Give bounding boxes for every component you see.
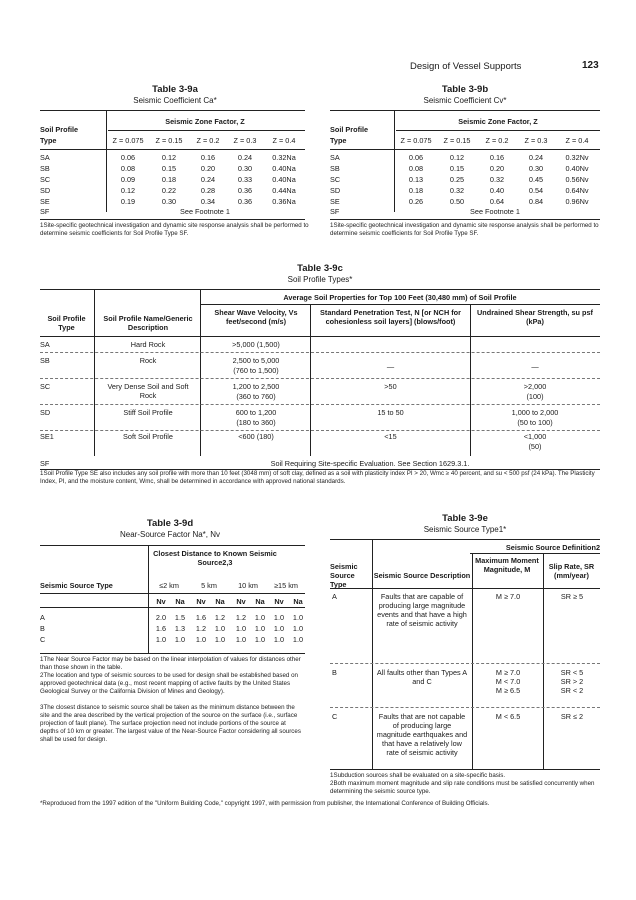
t9b-title: Table 3-9b bbox=[441, 84, 489, 95]
t9e-row-desc: All faults other than Types A and C bbox=[376, 668, 468, 686]
t9d-subheader: Na bbox=[175, 597, 185, 606]
t9c-row-type: SC bbox=[40, 382, 51, 391]
t9d-row-value: 1.0 bbox=[235, 635, 247, 644]
t9a-zone-header: Seismic Zone Factor, Z bbox=[165, 117, 245, 126]
t9a-row-value: 0.16 bbox=[200, 153, 216, 162]
t9d-row-value: 1.0 bbox=[254, 624, 266, 633]
t9c-footnote: 1Soil Profile Type SE also includes any soil profile with more than 10 feet (3048 mm) of soft clay, defined as a soil with plasticity index PI > 20, Wmc ≥ 40 percent, and su < 500 psf (24 kPa). The Plasticity Index, PI, and the moisture content, Wmc, shall be determined in accordance with approved national standards. bbox=[40, 470, 595, 485]
t9d-row-value: 1.0 bbox=[235, 624, 247, 633]
t9c-title: Table 3-9c bbox=[297, 263, 343, 274]
reproduction-note: *Reproduced from the 1997 edition of the "Uniform Building Code," copyright 1997, with permission from publisher, the International Conference of Building Officials. bbox=[40, 800, 490, 807]
t9c-row-vs: >5,000 (1,500) bbox=[232, 340, 280, 349]
t9d-row-value: 2.0 bbox=[155, 613, 167, 622]
t9d-row-value: 1.0 bbox=[273, 635, 285, 644]
t9d-row-value: 1.0 bbox=[292, 613, 304, 622]
t9c-row-name: Rock bbox=[139, 356, 157, 365]
t9a-title: Table 3-9a bbox=[152, 84, 198, 95]
t9b-row-type: SA bbox=[330, 153, 340, 162]
t9a-row-value: 0.15 bbox=[161, 164, 177, 173]
t9c-sf-text: Soil Requiring Site-specific Evaluation. See Section 1629.3.1. bbox=[270, 459, 470, 468]
t9c-col1: Soil Profile Type bbox=[47, 314, 86, 332]
t9b-row-value: 0.18 bbox=[408, 186, 424, 195]
t9e-subtitle: Seismic Source Type1* bbox=[423, 525, 507, 534]
t9b-row-value: 0.30 bbox=[528, 164, 544, 173]
t9d-row-value: 1.0 bbox=[292, 624, 304, 633]
t9b-col-type: Type bbox=[330, 136, 347, 145]
t9b-row-value: 0.32Nv bbox=[565, 153, 589, 162]
t9d-row-value: 1.6 bbox=[155, 624, 167, 633]
t9c-row-su2: (50 to 100) bbox=[517, 418, 553, 427]
t9d-footnote-3: 3The closest distance to seismic source shall be taken as the minimum distance between the site and the area described by the vertical projection of the source on the surface (i.e., surface projection of fault plane). The surface projection need not include portions of the source at depths of 10 km or greater. The largest value of the Near-Source Factor considering all sources shall be used for design. bbox=[40, 704, 301, 743]
t9c-row-vs2: (360 to 760) bbox=[236, 392, 276, 401]
t9c-col2: Soil Profile Name/Generic Description bbox=[103, 314, 193, 332]
t9a-row-value: 0.44Na bbox=[272, 186, 296, 195]
page-number: 123 bbox=[582, 60, 599, 71]
t9e-col-type: Seismic Source Type bbox=[330, 562, 358, 589]
t9d-row-value: 1.0 bbox=[254, 635, 266, 644]
t9e-col-sr: Slip Rate, SR (mm/year) bbox=[548, 562, 595, 580]
t9c-row-name: Stiff Soil Profile bbox=[123, 408, 173, 417]
t9a-zone-5: Z = 0.4 bbox=[272, 136, 296, 145]
t9d-subheader: Nv bbox=[236, 597, 246, 606]
t9b-row-value: 0.06 bbox=[408, 153, 424, 162]
t9b-zone-1: Z = 0.075 bbox=[400, 136, 432, 145]
t9b-row-value: 0.20 bbox=[489, 164, 505, 173]
t9b-row-value: 0.96Nv bbox=[565, 197, 589, 206]
t9b-zone-header: Seismic Zone Factor, Z bbox=[458, 117, 538, 126]
t9b-row-value: 0.45 bbox=[528, 175, 544, 184]
t9b-row-value: 0.13 bbox=[408, 175, 424, 184]
t9c-row-name: Soft Soil Profile bbox=[123, 432, 173, 441]
t9a-zone-4: Z = 0.3 bbox=[233, 136, 257, 145]
t9b-row-value: 0.32 bbox=[449, 186, 465, 195]
t9a-row-value: 0.36Na bbox=[272, 197, 296, 206]
t9d-row-value: 1.0 bbox=[273, 624, 285, 633]
t9a-col-type: Type bbox=[40, 136, 57, 145]
t9d-closest-header: Closest Distance to Known Seismic Source2,3 bbox=[153, 549, 277, 567]
t9e-col-desc: Seismic Source Description bbox=[373, 571, 471, 580]
t9b-zone-4: Z = 0.3 bbox=[524, 136, 548, 145]
t9c-row-su: >2,000 bbox=[523, 382, 547, 391]
t9c-row-type: SD bbox=[40, 408, 51, 417]
t9b-row-value: 0.50 bbox=[449, 197, 465, 206]
t9e-row-divider bbox=[330, 707, 600, 708]
t9c-row-su: <1,000 bbox=[523, 432, 547, 441]
t9e-row-divider bbox=[330, 663, 600, 664]
t9c-col3: Shear Wave Velocity, Vs feet/second (m/s) bbox=[214, 308, 298, 326]
t9a-row-value: 0.22 bbox=[161, 186, 177, 195]
t9a-row-value: 0.09 bbox=[120, 175, 136, 184]
t9a-row-value: 0.06 bbox=[120, 153, 136, 162]
t9b-zone-2: Z = 0.15 bbox=[443, 136, 471, 145]
t9d-row-type: C bbox=[40, 635, 46, 644]
t9b-row-value: 0.56Nv bbox=[565, 175, 589, 184]
t9a-row-value: 0.30 bbox=[161, 197, 177, 206]
t9b-row-value: 0.54 bbox=[528, 186, 544, 195]
t9a-col-profile: Soil Profile bbox=[40, 125, 79, 134]
t9d-subheader: Nv bbox=[156, 597, 166, 606]
t9d-subheader: Nv bbox=[196, 597, 206, 606]
t9c-row-su2: (100) bbox=[526, 392, 544, 401]
t9a-row-type: SD bbox=[40, 186, 51, 195]
t9c-row-vs: 1,200 to 2,500 bbox=[232, 382, 280, 391]
t9c-row-vs: <600 (180) bbox=[238, 432, 274, 441]
t9b-subtitle: Seismic Coefficient Cv* bbox=[423, 96, 507, 105]
t9c-row-n: 15 to 50 bbox=[377, 408, 404, 417]
t9d-row-value: 1.0 bbox=[155, 635, 167, 644]
t9e-footnote-1: 1Subduction sources shall be evaluated on a site-specific basis. bbox=[330, 772, 506, 779]
t9b-row-value: 0.40Nv bbox=[565, 164, 589, 173]
t9b-row-value: 0.40 bbox=[489, 186, 505, 195]
t9d-row-value: 1.0 bbox=[273, 613, 285, 622]
t9a-row-value: 0.12 bbox=[161, 153, 177, 162]
t9c-row-divider bbox=[40, 378, 600, 379]
t9a-row-value: 0.20 bbox=[200, 164, 216, 173]
t9a-row-type: SC bbox=[40, 175, 51, 184]
t9a-row-value: 0.24 bbox=[237, 153, 253, 162]
t9b-col-profile: Soil Profile bbox=[330, 125, 369, 134]
t9d-row-type: B bbox=[40, 624, 45, 633]
t9c-row-type: SE1 bbox=[40, 432, 54, 441]
t9d-row-value: 1.0 bbox=[292, 635, 304, 644]
t9c-row-divider bbox=[40, 352, 600, 353]
t9b-row-type: SE bbox=[330, 197, 340, 206]
t9d-col-type: Seismic Source Type bbox=[40, 581, 113, 590]
t9b-row-value: 0.64Nv bbox=[565, 186, 589, 195]
t9a-row-value: 0.19 bbox=[120, 197, 136, 206]
t9d-subheader: Nv bbox=[274, 597, 284, 606]
t9a-row-value: 0.30 bbox=[237, 164, 253, 173]
t9b-row-value: 0.25 bbox=[449, 175, 465, 184]
t9e-row-sr: SR < 5 SR > 2 SR < 2 bbox=[560, 668, 584, 695]
t9a-row-value: 0.34 bbox=[200, 197, 216, 206]
t9a-row-value: 0.28 bbox=[200, 186, 216, 195]
t9a-row-value: 0.36 bbox=[237, 197, 253, 206]
t9c-row-su2: (50) bbox=[528, 442, 542, 451]
t9d-subheader: Na bbox=[215, 597, 225, 606]
t9a-row-value: 0.36 bbox=[237, 186, 253, 195]
t9d-dist-2: 5 km bbox=[201, 581, 217, 590]
running-header-title: Design of Vessel Supports bbox=[410, 61, 522, 72]
t9b-row-value: 0.15 bbox=[449, 164, 465, 173]
t9b-row-value: 0.08 bbox=[408, 164, 424, 173]
t9d-row-value: 1.6 bbox=[195, 613, 207, 622]
t9c-avg-header: Average Soil Properties for Top 100 Feet (30,480 mm) of Soil Profile bbox=[283, 293, 517, 302]
t9a-row-value: 0.33 bbox=[237, 175, 253, 184]
t9c-col4: Standard Penetration Test, N [or NCH for cohesionless soil layers] (blows/foot) bbox=[320, 308, 461, 326]
t9a-row-value: 0.32Na bbox=[272, 153, 296, 162]
t9d-subtitle: Near-Source Factor Na*, Nv bbox=[119, 530, 221, 539]
t9a-subtitle: Seismic Coefficient Ca* bbox=[133, 96, 217, 105]
t9e-row-desc: Faults that are not capable of producing large magnitude earthquakes and that have a relatively low rate of seismic activity bbox=[376, 712, 468, 757]
t9c-subtitle: Soil Profile Types* bbox=[287, 275, 353, 284]
t9a-row-value: 0.40Na bbox=[272, 175, 296, 184]
t9c-row-name: Hard Rock bbox=[130, 340, 166, 349]
t9b-zone-5: Z = 0.4 bbox=[565, 136, 589, 145]
t9a-row-value: 0.18 bbox=[161, 175, 177, 184]
t9a-footnote: 1Site-specific geotechnical investigation and dynamic site response analysis shall be performed to determine seismic coefficients for Soil Profile Type SF. bbox=[40, 222, 309, 237]
t9a-row-value: 0.08 bbox=[120, 164, 136, 173]
t9a-row-type: SA bbox=[40, 153, 50, 162]
t9c-col5: Undrained Shear Strength, su psf (kPa) bbox=[477, 308, 593, 326]
t9b-sf-type: SF bbox=[330, 207, 340, 216]
t9b-row-type: SB bbox=[330, 164, 340, 173]
t9d-dist-3: 10 km bbox=[238, 581, 258, 590]
t9b-row-value: 0.26 bbox=[408, 197, 424, 206]
t9c-row-n: — bbox=[386, 362, 395, 371]
t9b-row-value: 0.24 bbox=[528, 153, 544, 162]
t9e-row-desc: Faults that are capable of producing large magnitude events and that have a high rate of seismic activity bbox=[377, 592, 467, 628]
t9d-row-value: 1.0 bbox=[254, 613, 266, 622]
t9c-row-su: — bbox=[531, 362, 539, 371]
t9c-row-type: SA bbox=[40, 340, 50, 349]
t9e-title: Table 3-9e bbox=[442, 513, 488, 524]
t9b-sf-note: See Footnote 1 bbox=[470, 207, 520, 216]
t9a-sf-type: SF bbox=[40, 207, 50, 216]
t9a-zone-1: Z = 0.075 bbox=[112, 136, 144, 145]
t9b-footnote: 1Site-specific geotechnical investigation and dynamic site response analysis shall be performed to determine seismic coefficients for Soil Profile Type SF. bbox=[330, 222, 599, 237]
t9d-row-value: 1.2 bbox=[195, 624, 207, 633]
t9d-subheader: Na bbox=[255, 597, 265, 606]
t9d-row-type: A bbox=[40, 613, 45, 622]
t9e-row-sr: SR ≥ 5 bbox=[560, 592, 584, 601]
t9c-row-type: SB bbox=[40, 356, 50, 365]
t9c-row-n: <15 bbox=[384, 432, 397, 441]
t9a-zone-3: Z = 0.2 bbox=[196, 136, 220, 145]
t9c-row-su: 1,000 to 2,000 bbox=[511, 408, 559, 417]
t9c-sf-type: SF bbox=[40, 459, 50, 468]
t9d-subheader: Na bbox=[293, 597, 303, 606]
t9a-row-value: 0.24 bbox=[200, 175, 216, 184]
t9a-row-value: 0.40Na bbox=[272, 164, 296, 173]
t9b-row-type: SD bbox=[330, 186, 341, 195]
t9e-row-type: C bbox=[332, 712, 338, 721]
t9e-row-type: A bbox=[332, 592, 337, 601]
t9a-sf-note: See Footnote 1 bbox=[180, 207, 230, 216]
t9d-row-value: 1.2 bbox=[235, 613, 247, 622]
t9e-row-type: B bbox=[332, 668, 337, 677]
t9c-row-vs: 600 to 1,200 bbox=[235, 408, 277, 417]
t9b-row-value: 0.32 bbox=[489, 175, 505, 184]
t9a-row-value: 0.12 bbox=[120, 186, 136, 195]
t9c-row-vs2: (760 to 1,500) bbox=[233, 366, 279, 375]
t9d-row-value: 1.0 bbox=[214, 624, 226, 633]
t9b-row-value: 0.12 bbox=[449, 153, 465, 162]
t9b-row-type: SC bbox=[330, 175, 341, 184]
t9c-row-divider bbox=[40, 430, 600, 431]
t9d-dist-4: ≥15 km bbox=[274, 581, 298, 590]
t9a-row-type: SB bbox=[40, 164, 50, 173]
t9c-row-n: >50 bbox=[384, 382, 397, 391]
t9e-footnote-2: 2Both maximum moment magnitude and slip rate conditions must be satisfied concurrently when determining the seismic source type. bbox=[330, 780, 595, 795]
t9e-row-mag: M ≥ 7.0 bbox=[495, 592, 521, 601]
t9e-row-mag: M < 6.5 bbox=[495, 712, 521, 721]
t9d-dist-1: ≤2 km bbox=[159, 581, 179, 590]
t9b-row-value: 0.64 bbox=[489, 197, 505, 206]
t9c-row-vs: 2,500 to 5,000 bbox=[232, 356, 280, 365]
t9d-row-value: 1.0 bbox=[174, 635, 186, 644]
t9e-row-sr: SR ≤ 2 bbox=[560, 712, 584, 721]
t9d-row-value: 1.2 bbox=[214, 613, 226, 622]
t9d-row-value: 1.5 bbox=[174, 613, 186, 622]
t9a-row-type: SE bbox=[40, 197, 50, 206]
t9d-footnote-1: 1The Near Source Factor may be based on the linear interpolation of values for distances other than those shown in the table. bbox=[40, 656, 301, 671]
t9e-def-header: Seismic Source Definition2 bbox=[505, 543, 600, 552]
t9d-title: Table 3-9d bbox=[146, 518, 194, 529]
t9d-row-value: 1.3 bbox=[174, 624, 186, 633]
t9b-zone-3: Z = 0.2 bbox=[485, 136, 509, 145]
t9a-zone-2: Z = 0.15 bbox=[155, 136, 183, 145]
t9d-row-value: 1.0 bbox=[214, 635, 226, 644]
t9c-row-divider bbox=[40, 404, 600, 405]
t9d-footnote-2: 2The location and type of seismic sources to be used for design shall be established based on approved geotechnical data (e.g., most recent mapping of active faults by the United States Geological Survey or the California Division of Mines and Geology). bbox=[40, 672, 298, 695]
t9e-col-mag: Maximum Moment Magnitude, M bbox=[475, 556, 539, 574]
t9e-row-mag: M ≥ 7.0 M < 7.0 M ≥ 6.5 bbox=[495, 668, 521, 695]
t9c-row-vs2: (180 to 360) bbox=[236, 418, 276, 427]
t9c-row-name: Very Dense Soil and Soft Rock bbox=[107, 382, 189, 400]
t9b-row-value: 0.84 bbox=[528, 197, 544, 206]
t9d-row-value: 1.0 bbox=[195, 635, 207, 644]
t9b-row-value: 0.16 bbox=[489, 153, 505, 162]
